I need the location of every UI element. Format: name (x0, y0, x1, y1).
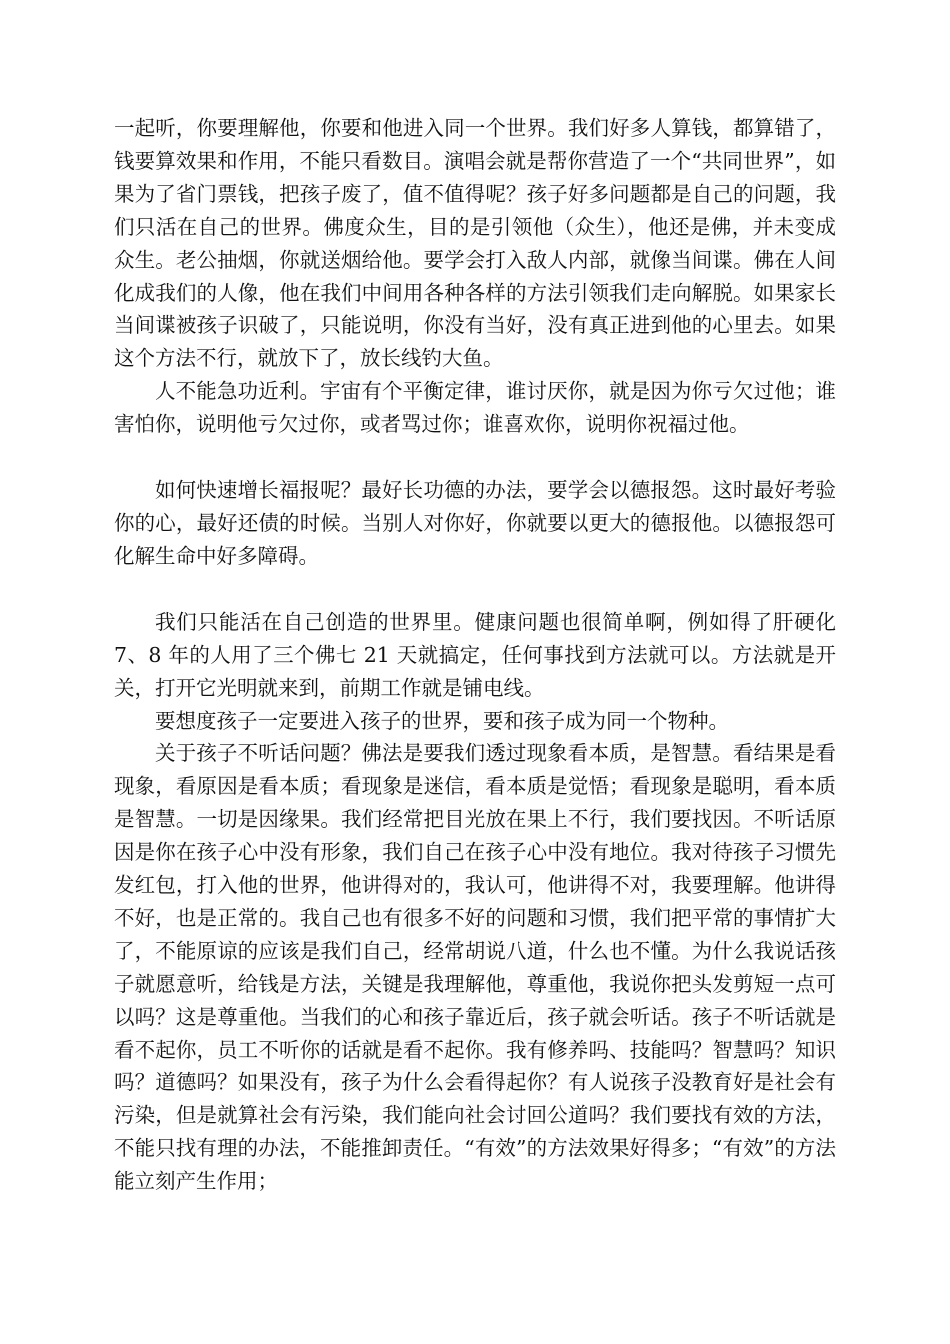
document-page (114, 112, 836, 1198)
paragraph-own-world: 我们只能活在自己创造的世界里。健康问题也很简单啊，例如得了肝硬化 7、8 年的人用了三个佛七 21 天就搞定，任何事找到方法就可以。方法就是开关，打开它光明就来到，前期工作就是铺电线。 (114, 609, 836, 700)
paragraph-blessings: 如何快速增长福报呢？最好长功德的办法，要学会以德报怨。这时最好考验你的心，最好还债的时候。当别人对你好，你就要以更大的德报他。以德报怨可化解生命中好多障碍。 (114, 478, 836, 568)
paragraph-gap (114, 441, 836, 474)
paragraph-disobedient-child: 关于孩子不听话问题？佛法是要我们透过现象看本质，是智慧。看结果是看现象，看原因是看本质；看现象是迷信，看本质是觉悟；看现象是聪明，看本质是智慧。一切是因缘果。我们经常把目光放在果上不行，我们要找因。不听话原因是你在孩子心中没有形象，我们自己在孩子心中没有地位。我对待孩子习惯先发红包，打入他的世界，他讲得对的，我认可，他讲得不对，我要理解。他讲得不好，也是正常的。我自己也有很多不好的问题和习惯，我们把平常的事情扩大了，不能原谅的应该是我们自己，经常胡说八道，什么也不懂。为什么我说话孩子就愿意听，给钱是方法，关键是我理解他，尊重他，我说你把头发剪短一点可以吗？这是尊重他。当我们的心和孩子靠近后，孩子就会听话。孩子不听话就是看不起你，员工不听你的话就是看不起你。我有修养吗、技能吗？智慧吗？知识吗？道德吗？如果没有，孩子为什么会看得起你？有人说孩子没教育好是社会有污染，但是就算社会有污染，我们能向社会讨回公道吗？我们要找有效的方法，不能只找有理的办法，不能推卸责任。“有效”的方法效果好得多；“有效”的方法能立刻产生作用； (114, 741, 836, 1194)
paragraph-continued: 一起听，你要理解他，你要和他进入同一个世界。我们好多人算钱，都算错了，钱要算效果和作用，不能只看数目。演唱会就是帮你营造了一个“共同世界”，如果为了省门票钱，把孩子废了，值不值得呢？孩子好多问题都是自己的问题，我们只活在自己的世界。佛度众生，目的是引领他（众生），他还是佛，并未变成众生。老公抽烟，你就送烟给他。要学会打入敌人内部，就像当间谍。佛在人间化成我们的人像，他在我们中间用各种各样的方法引领我们走向解脱。如果家长当间谍被孩子识破了，只能说明，你没有当好，没有真正进到他的心里去。如果这个方法不行，就放下了，放长线钓大鱼。 (114, 116, 836, 371)
paragraph-gap (114, 573, 836, 606)
paragraph-enter-child-world: 要想度孩子一定要进入孩子的世界，要和孩子成为同一个物种。 (155, 708, 729, 733)
paragraph-balance-law: 人不能急功近利。宇宙有个平衡定律，谁讨厌你，就是因为你亏欠过他；谁害怕你，说明他亏欠过你，或者骂过你；谁喜欢你，说明你祝福过他。 (114, 379, 836, 437)
